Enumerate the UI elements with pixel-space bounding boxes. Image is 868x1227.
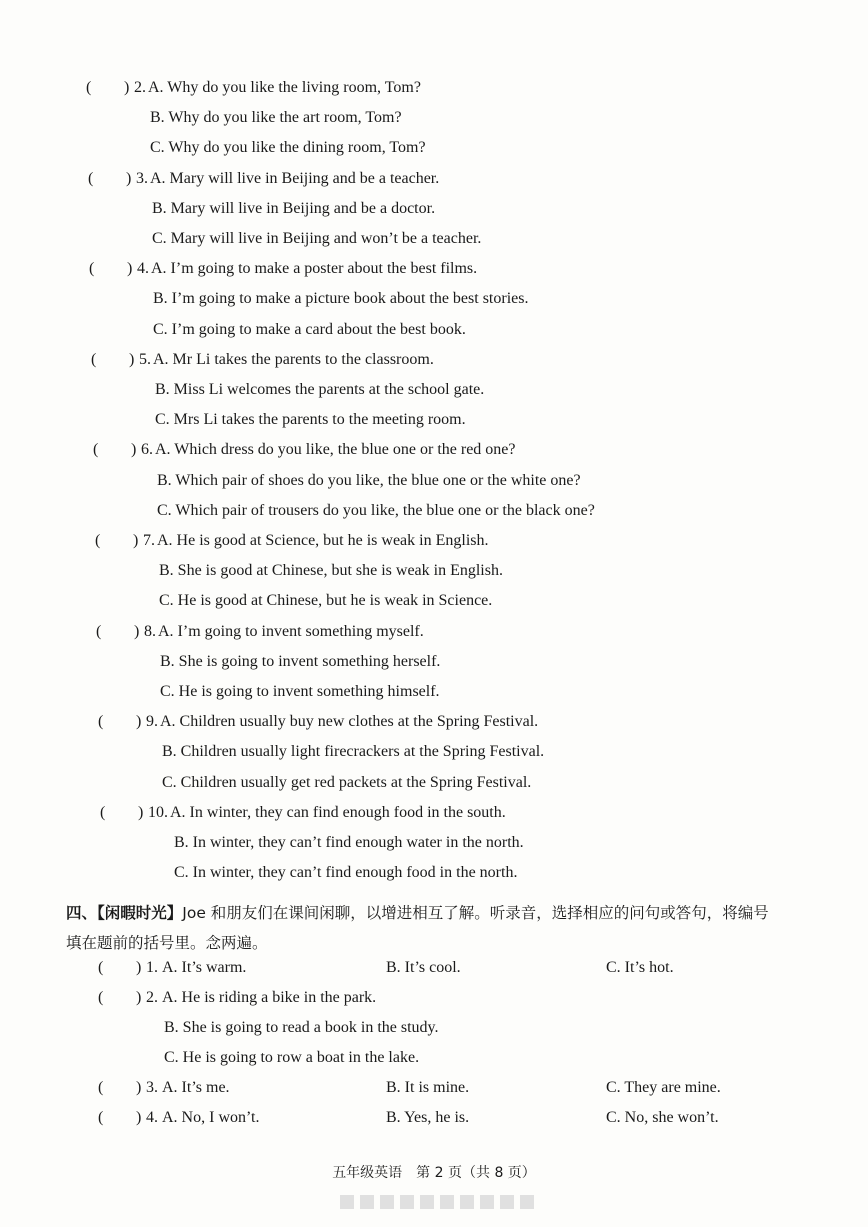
option-a: A. It’s warm. — [162, 959, 247, 976]
answer-paren-open[interactable]: ( — [88, 169, 94, 187]
option-c: C. No, she won’t. — [606, 1109, 719, 1126]
answer-paren-close: ) — [131, 441, 137, 459]
question-number: 9. — [146, 713, 158, 731]
question-number: 2. — [146, 989, 158, 1006]
section-4-instruction-line1: Joe 和朋友们在课间闲聊，以增进相互了解。听录音，选择相应的问句或答句，将编号 — [182, 904, 769, 922]
option-c: C. Which pair of trousers do you like, the blue one or the black one? — [157, 501, 595, 519]
option-c: C. I’m going to make a card about the best book. — [153, 320, 466, 338]
answer-paren-close: ) — [138, 803, 144, 821]
question-number: 4. — [146, 1109, 158, 1126]
option-a: A. I’m going to make a poster about the best films. — [151, 260, 478, 278]
section-4-instruction-line2: 填在题前的括号里。念两遍。 — [66, 934, 268, 952]
option-c: C. They are mine. — [606, 1079, 721, 1096]
answer-paren-close: ) — [134, 622, 140, 640]
answer-paren-close: ) — [136, 1109, 142, 1126]
option-b: B. Why do you like the art room, Tom? — [150, 109, 402, 127]
answer-paren-close: ) — [126, 169, 132, 187]
question-number: 10. — [148, 803, 168, 821]
option-a: A. It’s me. — [162, 1079, 230, 1096]
option-c: C. Why do you like the dining room, Tom? — [150, 139, 426, 157]
option-a: A. I’m going to invent something myself. — [158, 622, 424, 640]
option-c: C. Mary will live in Beijing and won’t be a teacher. — [152, 230, 482, 247]
answer-paren-open[interactable]: ( — [98, 1079, 104, 1096]
option-a: A. Which dress do you like, the blue one or the red one? — [155, 441, 516, 459]
option-c: C. He is going to invent something himself. — [160, 683, 440, 700]
answer-paren-open[interactable]: ( — [86, 79, 92, 96]
question-number: 7. — [143, 532, 155, 549]
option-b: B. Miss Li welcomes the parents at the school gate. — [155, 381, 485, 398]
option-b: B. It is mine. — [386, 1079, 470, 1096]
question-number: 4. — [137, 260, 149, 278]
page-footer: 五年级英语 第 2 页（共 8 页） — [332, 1165, 536, 1181]
question-number: 3. — [146, 1079, 158, 1096]
question-number: 5. — [139, 350, 151, 368]
option-a: A. In winter, they can find enough food in the south. — [170, 803, 506, 821]
option-b: B. She is going to invent something herself. — [160, 652, 441, 670]
answer-paren-close: ) — [136, 1079, 142, 1096]
question-number: 8. — [144, 622, 156, 640]
question-number: 6. — [141, 441, 153, 459]
option-a: A. No, I won’t. — [162, 1109, 260, 1126]
option-c: C. In winter, they can’t find enough food in the north. — [174, 864, 518, 882]
option-a: A. Mr Li takes the parents to the classroom. — [153, 350, 434, 368]
option-a: A. Mary will live in Beijing and be a teacher. — [150, 169, 440, 187]
option-b: B. Which pair of shoes do you like, the blue one or the white one? — [157, 471, 581, 489]
answer-paren-open[interactable]: ( — [95, 532, 101, 549]
answer-paren-close: ) — [133, 532, 139, 549]
answer-paren-close: ) — [127, 260, 133, 278]
option-c: C. Children usually get red packets at the Spring Festival. — [162, 773, 532, 791]
answer-paren-open[interactable]: ( — [91, 350, 97, 368]
answer-paren-open[interactable]: ( — [98, 1109, 104, 1126]
option-b: B. Yes, he is. — [386, 1109, 470, 1126]
answer-paren-open[interactable]: ( — [100, 803, 106, 821]
option-c: C. He is going to row a boat in the lake. — [164, 1049, 420, 1066]
option-c: C. It’s hot. — [606, 959, 674, 976]
option-b: B. In winter, they can’t find enough water in the north. — [174, 834, 524, 851]
option-a: A. Why do you like the living room, Tom? — [148, 79, 421, 96]
answer-paren-close: ) — [124, 79, 130, 96]
option-a: A. He is good at Science, but he is weak in English. — [157, 532, 489, 549]
answer-paren-close: ) — [136, 713, 142, 731]
answer-paren-open[interactable]: ( — [96, 622, 102, 640]
option-b: B. She is good at Chinese, but she is weak in English. — [159, 562, 503, 580]
answer-paren-close: ) — [129, 350, 135, 368]
answer-paren-close: ) — [136, 989, 142, 1006]
question-number: 2. — [134, 79, 146, 96]
option-a: A. He is riding a bike in the park. — [162, 989, 377, 1006]
cut-off-text-strip — [340, 1195, 540, 1209]
answer-paren-open[interactable]: ( — [98, 959, 104, 976]
section-4-number: 四、 — [66, 904, 98, 922]
answer-paren-open[interactable]: ( — [98, 713, 104, 731]
answer-paren-open[interactable]: ( — [89, 260, 95, 278]
answer-paren-open[interactable]: ( — [93, 441, 99, 459]
section-4-title: 【闲暇时光】 — [97, 904, 183, 922]
option-c: C. He is good at Chinese, but he is weak in Science. — [159, 592, 493, 610]
option-b: B. Children usually light firecrackers at the Spring Festival. — [162, 743, 545, 761]
answer-paren-open[interactable]: ( — [98, 989, 104, 1006]
option-b: B. Mary will live in Beijing and be a doctor. — [152, 199, 436, 217]
option-b: B. I’m going to make a picture book about the best stories. — [153, 290, 529, 308]
question-number: 3. — [136, 169, 148, 187]
answer-paren-close: ) — [136, 959, 142, 976]
option-b: B. It’s cool. — [386, 959, 461, 976]
option-c: C. Mrs Li takes the parents to the meeting room. — [155, 411, 466, 429]
option-b: B. She is going to read a book in the study. — [164, 1019, 439, 1036]
section-4-instructions — [66, 898, 836, 958]
option-a: A. Children usually buy new clothes at the Spring Festival. — [160, 713, 539, 731]
question-number: 1. — [146, 959, 158, 976]
